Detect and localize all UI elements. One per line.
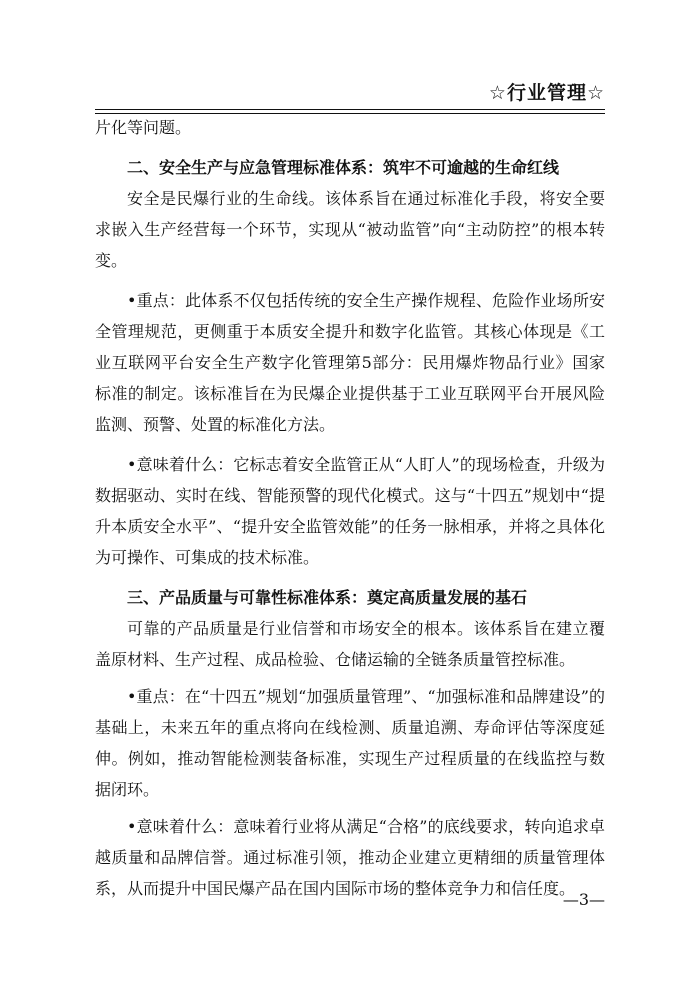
paragraph-line: 数据驱动、实时在线、智能预警的现代化模式。这与“十四五”规划中“提 [95,486,605,505]
paragraph-line: 为可操作、可集成的技术标准。 [95,548,320,567]
paragraph-line: 业互联网平台安全生产数字化管理第5部分：民用爆炸物品行业》国家 [95,353,605,372]
paragraph-line: 升本质安全水平”、“提升安全监管效能”的任务一脉相承，并将之具体化 [95,517,605,536]
body-text [95,112,605,904]
paragraph-line: 盖原材料、生产过程、成品检验、仓储运输的全链条质量管控标准。 [95,650,576,669]
header-rule-thick [95,109,605,110]
paragraph-line: 系，从而提升中国民爆产品在国内国际市场的整体竞争力和信任度。 [95,879,576,898]
paragraph-line: •重点：此体系不仅包括传统的安全生产操作规程、危险作业场所安 [127,291,605,310]
paragraph-line: •意味着什么：意味着行业将从满足“合格”的底线要求，转向追求卓 [127,817,605,836]
section-heading: 二、安全生产与应急管理标准体系：筑牢不可逾越的生命红线 [127,158,560,177]
paragraph-line: 监测、预警、处置的标准化方法。 [95,415,336,434]
section-heading: 三、产品质量与可靠性标准体系：奠定高质量发展的基石 [127,588,528,607]
paragraph-line: •意味着什么：它标志着安全监管正从“人盯人”的现场检查，升级为 [127,455,605,474]
paragraph-line: 安全是民爆行业的生命线。该体系旨在通过标准化手段，将安全要 [127,189,605,208]
paragraph-line: 标准的制定。该标准旨在为民爆企业提供基于工业互联网平台开展风险 [95,384,605,403]
paragraph-line: 据闭环。 [95,780,160,799]
paragraph-line: 全管理规范，更侧重于本质安全提升和数字化监管。其核心体现是《工 [95,322,605,341]
paragraph-line: 越质量和品牌信誉。通过标准引领，推动企业建立更精细的质量管理体 [95,848,605,867]
paragraph-line: 伸。例如，推动智能检测装备标准，实现生产过程质量的在线监控与数 [95,749,605,768]
paragraph-line: 求嵌入生产经营每一个环节，实现从“被动监管”向“主动防控”的根本转 [95,220,605,239]
page-number: —3— [562,890,605,909]
paragraph-line: 基础上，未来五年的重点将向在线检测、质量追溯、寿命评估等深度延 [95,718,605,737]
paragraph-line: 变。 [95,251,128,270]
paragraph-line: 可靠的产品质量是行业信誉和市场安全的根本。该体系旨在建立覆 [127,619,605,638]
paragraph-line: •重点：在“十四五”规划“加强质量管理”、“加强标准和品牌建设”的 [127,687,605,706]
paragraph-line: 片化等问题。 [95,118,192,137]
section-header: ☆行业管理☆ [488,82,605,104]
